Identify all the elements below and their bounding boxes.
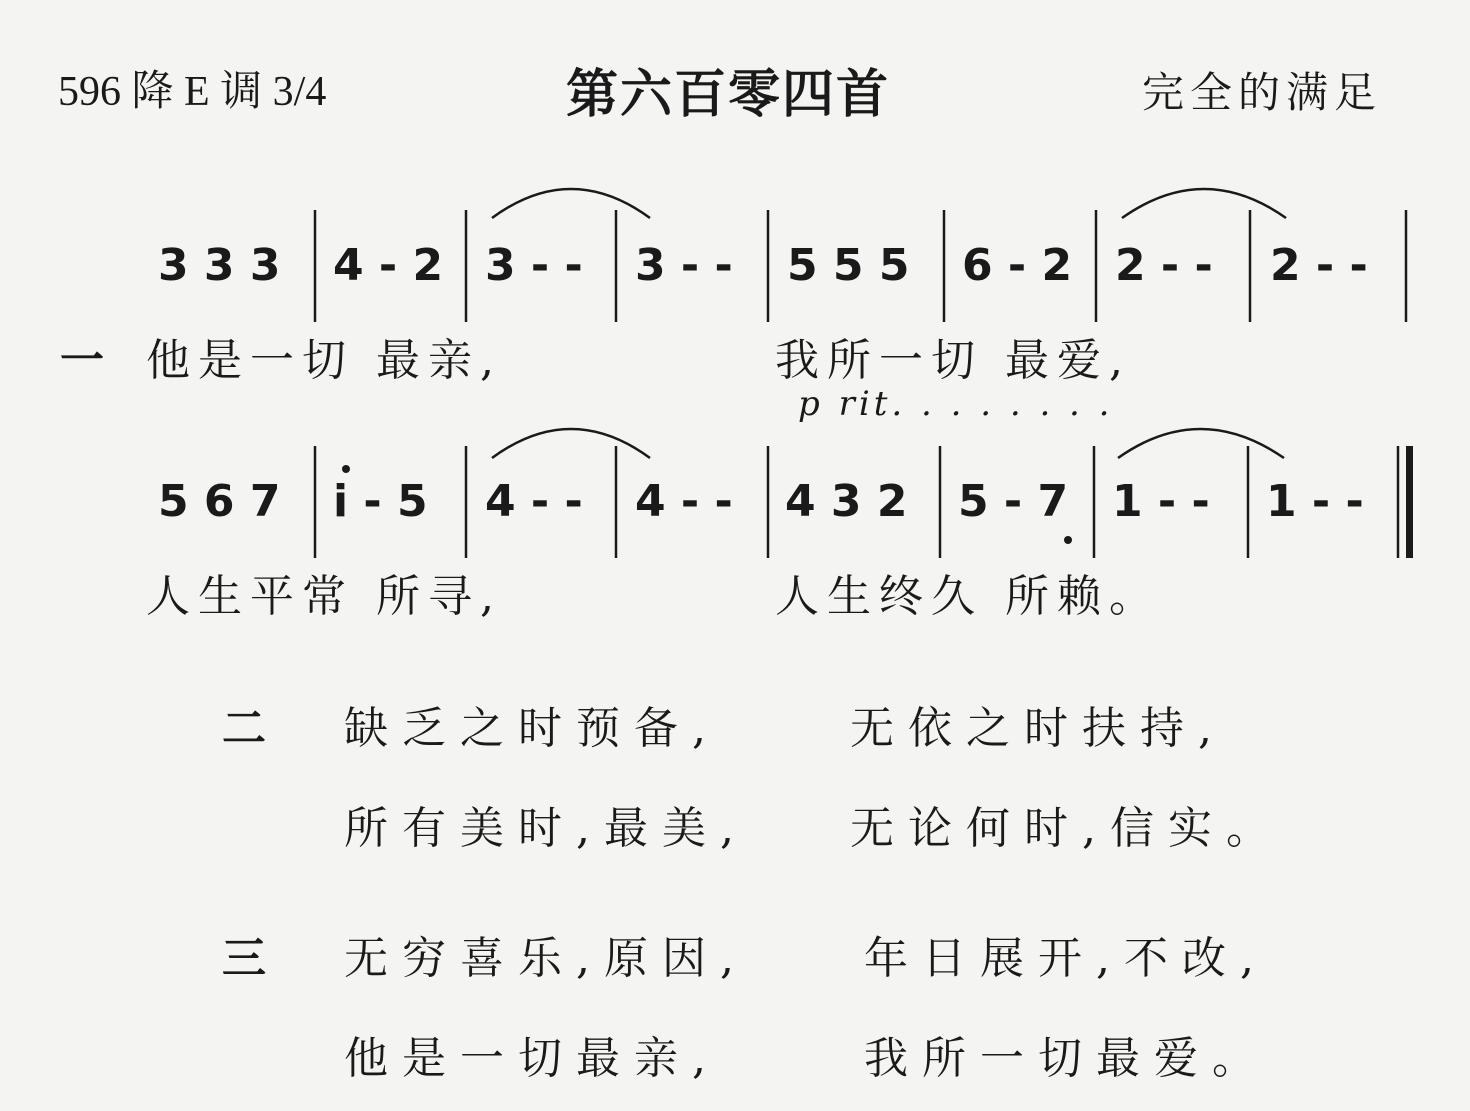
verse-number-1: 一 xyxy=(60,335,104,386)
dynamics-marking: p rit. . . . . . . . xyxy=(798,384,1114,424)
lyric-line2-b: 人生终久 所赖。 xyxy=(775,571,1161,622)
slur xyxy=(492,189,650,218)
verse3-line1-a: 无穷喜乐,原因, xyxy=(344,933,748,984)
slur xyxy=(492,429,650,458)
measure-6: 6 - 2 xyxy=(962,240,1073,291)
verse2-line2-b: 无论何时,信实。 xyxy=(850,803,1284,854)
verse-number-3: 三 xyxy=(222,933,266,984)
verse3-line1-b: 年日展开,不改, xyxy=(864,933,1268,984)
measure-4: 3 - - xyxy=(635,240,733,291)
verse-number-2: 二 xyxy=(222,703,266,754)
verse3-line2-a: 他是一切最亲, xyxy=(344,1033,720,1084)
measure-8: 2 - - xyxy=(1270,240,1368,291)
verse2-line1-b: 无依之时扶持, xyxy=(850,703,1226,754)
measure-12: 4 - - xyxy=(635,476,733,527)
verse2-line2-a: 所有美时,最美, xyxy=(344,803,748,854)
final-barline xyxy=(1406,446,1413,558)
measure-10: i - 5 xyxy=(333,476,428,527)
lyric-line1-a: 他是一切 最亲, xyxy=(146,335,502,386)
lyric-line1-b: 我所一切 最爱, xyxy=(775,335,1131,386)
measure-16: 1 - - xyxy=(1266,476,1364,527)
slur xyxy=(1122,189,1286,218)
measure-5: 5 5 5 xyxy=(787,240,910,291)
measure-15: 1 - - xyxy=(1112,476,1210,527)
hymn-subtitle: 完全的满足 xyxy=(1142,68,1383,117)
measure-9: 5 6 7 xyxy=(158,476,281,527)
verse3-line2-b: 我所一切最爱。 xyxy=(864,1033,1270,1084)
hymn-key-and-time: 596 降 E 调 3/4 xyxy=(58,69,327,115)
lyric-line2-a: 人生平常 所寻, xyxy=(146,571,502,622)
measure-13: 4 3 2 xyxy=(785,476,908,527)
hymn-title: 第六百零四首 xyxy=(566,65,891,125)
high-octave-dot xyxy=(342,465,350,473)
verse2-line1-a: 缺乏之时预备, xyxy=(344,703,720,754)
measure-3: 3 - - xyxy=(485,240,583,291)
measure-11: 4 - - xyxy=(485,476,583,527)
slur xyxy=(1118,429,1284,458)
measure-1: 3 3 3 xyxy=(158,240,281,291)
measure-7: 2 - - xyxy=(1115,240,1213,291)
measure-2: 4 - 2 xyxy=(333,240,444,291)
low-octave-dot xyxy=(1064,536,1072,544)
measure-14: 5 - 7 xyxy=(958,476,1069,527)
